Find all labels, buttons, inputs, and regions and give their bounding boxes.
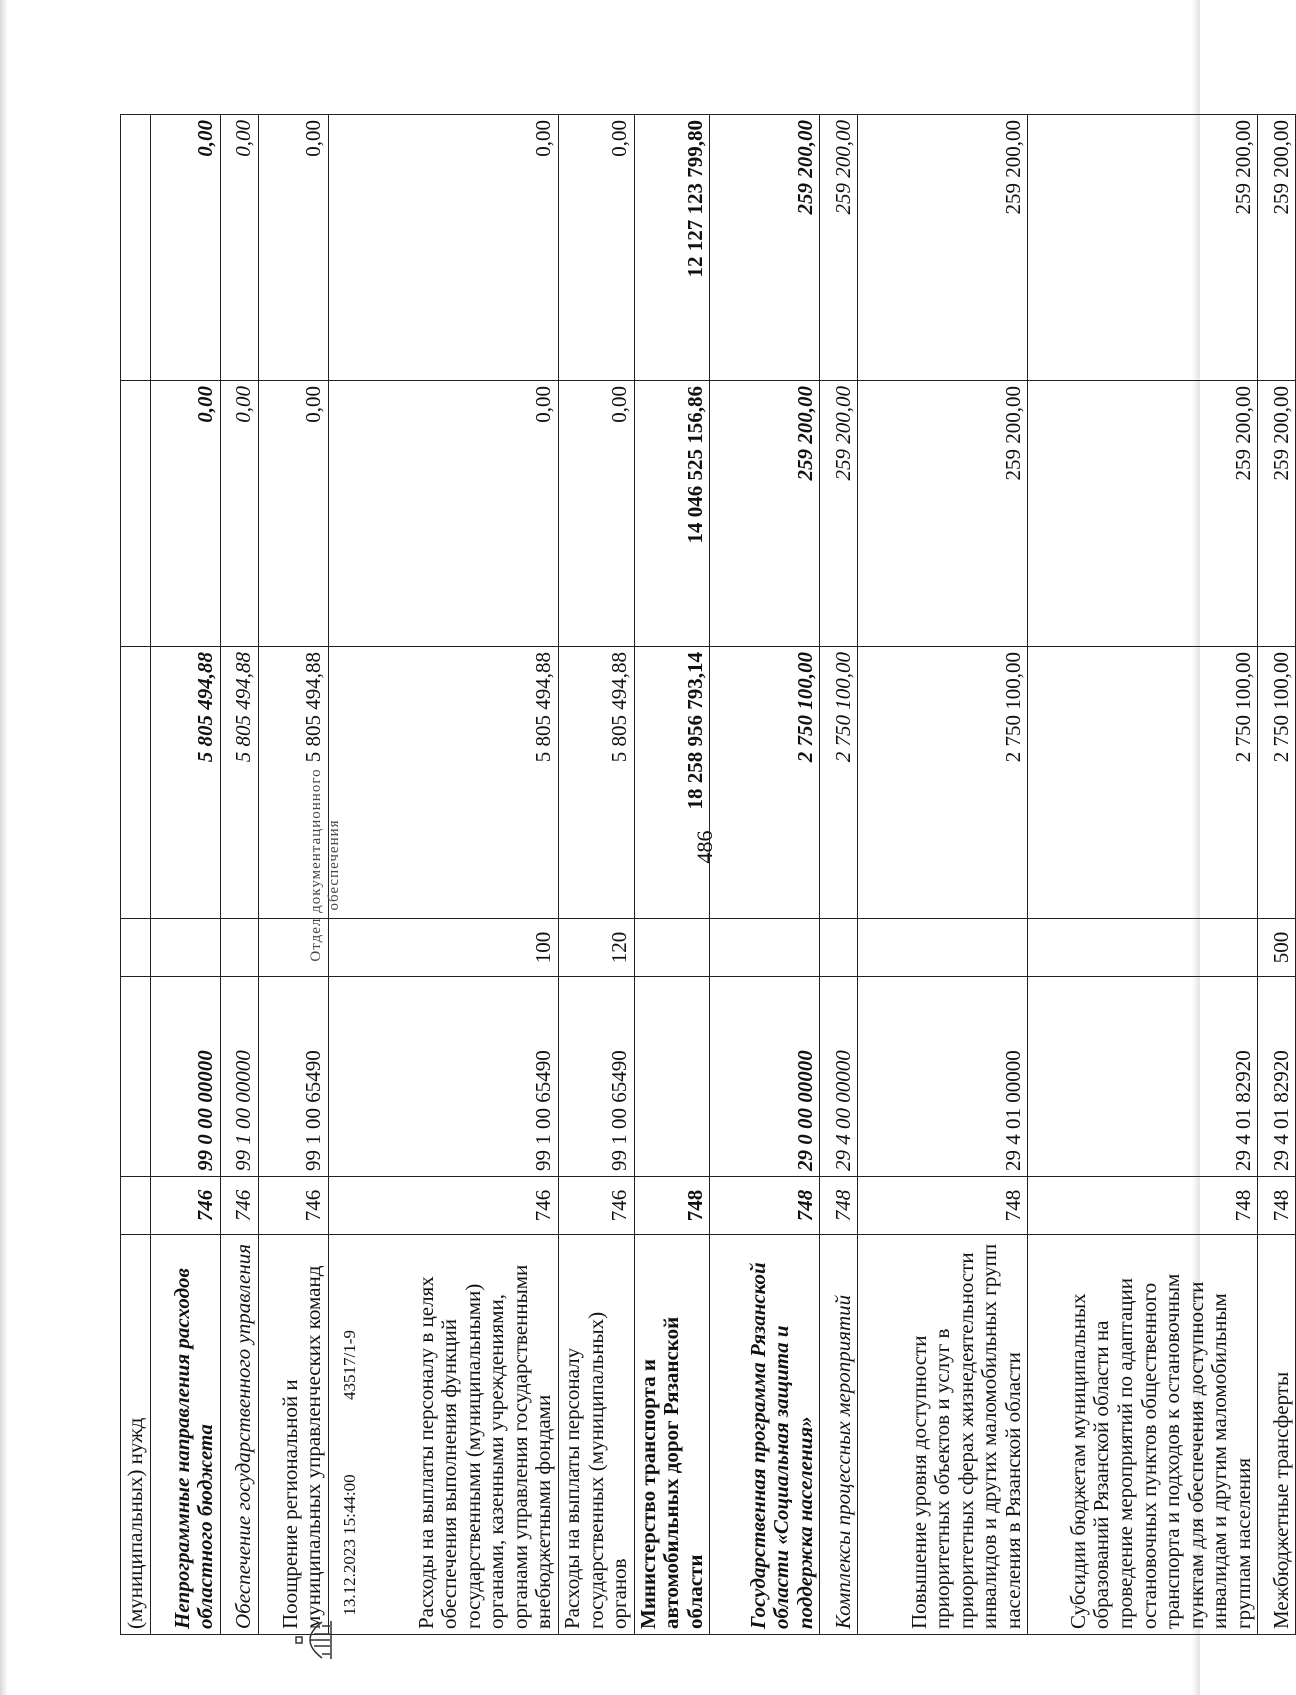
row-target-article-cell: 99 1 00 65490 <box>259 977 329 1177</box>
row-amount-2023-cell: 5 805 494,88 <box>329 647 559 919</box>
printer-logo-icon <box>292 1618 336 1662</box>
row-amount-2024-cell: 259 200,00 <box>1028 381 1258 647</box>
row-name-cell: Расходы на выплаты персоналу в целях обеспечения выполнения функций государственными (муниципальными) органами, казенными учреждениями, органами управления государственными внебюджетными фондами <box>329 1235 559 1635</box>
table-row <box>151 115 221 1635</box>
row-amount-2023-cell: 5 805 494,88 <box>221 647 259 919</box>
row-amount-2024-cell: 259 200,00 <box>858 381 1028 647</box>
row-name-cell: (муниципальных) нужд <box>121 1235 151 1635</box>
table-row <box>329 115 559 1635</box>
row-name-cell: Министерство транспорта и автомобильных дорог Рязанской области <box>634 1235 710 1635</box>
table-row <box>710 115 820 1635</box>
row-name-cell: Комплексы процессных мероприятий <box>820 1235 858 1635</box>
row-department-code-cell: 748 <box>1258 1177 1296 1235</box>
row-expense-type-cell: 120 <box>559 919 635 977</box>
row-target-article-cell: 29 4 00 00000 <box>820 977 858 1177</box>
row-name-cell: Поощрение региональной и муниципальных управленческих команд <box>259 1235 329 1635</box>
department-stamp <box>307 768 343 961</box>
table-row <box>1028 115 1258 1635</box>
scan-edge-left <box>0 0 8 1695</box>
row-amount-2023-cell: 5 805 494,88 <box>151 647 221 919</box>
row-department-code-cell: 748 <box>1028 1177 1258 1235</box>
row-target-article-cell: 29 0 00 00000 <box>710 977 820 1177</box>
row-expense-type-cell <box>858 919 1028 977</box>
row-amount-2023-cell: 18 258 956 793,14 <box>634 647 710 919</box>
budget-table-body <box>121 115 1296 1635</box>
row-amount-2024-cell: 259 200,00 <box>820 381 858 647</box>
row-department-code-cell: 746 <box>329 1177 559 1235</box>
row-department-code-cell: 746 <box>259 1177 329 1235</box>
row-amount-2023-cell: 2 750 100,00 <box>1258 647 1296 919</box>
table-row <box>121 115 151 1635</box>
table-row <box>221 115 259 1635</box>
row-amount-2025-cell: 259 200,00 <box>858 115 1028 381</box>
row-department-code-cell <box>121 1177 151 1235</box>
footer-date: 13.12.2023 15:44:00 <box>340 1474 359 1616</box>
row-amount-2025-cell: 259 200,00 <box>820 115 858 381</box>
row-name-cell: Расходы на выплаты персоналу государственных (муниципальных) органов <box>559 1235 635 1635</box>
stamp-line-1: Отдел документационного <box>308 768 324 962</box>
row-name-cell: Государственная программа Рязанской области «Социальная защита и поддержка населения» <box>710 1235 820 1635</box>
row-amount-2024-cell: 0,00 <box>151 381 221 647</box>
row-amount-2023-cell: 5 805 494,88 <box>259 647 329 919</box>
row-department-code-cell: 748 <box>858 1177 1028 1235</box>
row-amount-2024-cell: 14 046 525 156,86 <box>634 381 710 647</box>
table-row <box>634 115 710 1635</box>
row-name-cell: Повышение уровня доступности приоритетных объектов и услуг в приоритетных сферах жизнедеятельности инвалидов и других маломобильных групп населения в Рязанской области <box>858 1235 1028 1635</box>
table-row <box>1258 115 1296 1635</box>
row-department-code-cell: 746 <box>151 1177 221 1235</box>
row-target-article-cell: 99 1 00 00000 <box>221 977 259 1177</box>
stamp-line-2: обеспечения <box>326 819 342 911</box>
row-target-article-cell: 29 4 01 82920 <box>1028 977 1258 1177</box>
row-target-article-cell: 99 0 00 00000 <box>151 977 221 1177</box>
row-amount-2025-cell: 0,00 <box>559 115 635 381</box>
row-target-article-cell: 29 4 01 00000 <box>858 977 1028 1177</box>
row-amount-2024-cell <box>121 381 151 647</box>
row-amount-2024-cell: 259 200,00 <box>710 381 820 647</box>
row-target-article-cell: 99 1 00 65490 <box>329 977 559 1177</box>
row-department-code-cell: 748 <box>820 1177 858 1235</box>
row-department-code-cell: 748 <box>634 1177 710 1235</box>
row-department-code-cell: 746 <box>559 1177 635 1235</box>
row-amount-2024-cell: 259 200,00 <box>1258 381 1296 647</box>
row-department-code-cell: 748 <box>710 1177 820 1235</box>
row-amount-2024-cell: 0,00 <box>221 381 259 647</box>
row-name-cell: Обеспечение государственного управления <box>221 1235 259 1635</box>
row-target-article-cell: 29 4 01 82920 <box>1258 977 1296 1177</box>
row-amount-2025-cell: 0,00 <box>151 115 221 381</box>
budget-table <box>120 114 1296 1635</box>
row-expense-type-cell: 500 <box>1258 919 1296 977</box>
row-amount-2023-cell: 2 750 100,00 <box>858 647 1028 919</box>
table-row <box>559 115 635 1635</box>
row-amount-2023-cell: 5 805 494,88 <box>559 647 635 919</box>
footer-document-number: 43517/1-9 <box>340 1330 359 1400</box>
row-amount-2024-cell: 0,00 <box>559 381 635 647</box>
row-amount-2023-cell: 2 750 100,00 <box>820 647 858 919</box>
budget-table-container <box>120 115 1293 1635</box>
row-target-article-cell: 99 1 00 65490 <box>559 977 635 1177</box>
row-amount-2025-cell: 259 200,00 <box>1028 115 1258 381</box>
row-expense-type-cell: 100 <box>329 919 559 977</box>
row-amount-2025-cell <box>121 115 151 381</box>
row-name-cell: Непрограммные направления расходов областного бюджета <box>151 1235 221 1635</box>
row-amount-2024-cell: 0,00 <box>329 381 559 647</box>
row-amount-2025-cell: 0,00 <box>221 115 259 381</box>
row-name-cell: Субсидии бюджетам муниципальных образований Рязанской области на проведение мероприятий по адаптации остановочных пунктов общественного транспорта и подходов к остановочным пунктам для обеспечения доступности инвалидам и другим маломобильным группам населения <box>1028 1235 1258 1635</box>
row-amount-2025-cell: 0,00 <box>329 115 559 381</box>
row-target-article-cell <box>121 977 151 1177</box>
row-expense-type-cell <box>634 919 710 977</box>
row-expense-type-cell <box>820 919 858 977</box>
row-amount-2023-cell <box>121 647 151 919</box>
row-amount-2024-cell: 0,00 <box>259 381 329 647</box>
row-expense-type-cell <box>1028 919 1258 977</box>
row-expense-type-cell <box>221 919 259 977</box>
row-department-code-cell: 746 <box>221 1177 259 1235</box>
row-name-cell: Межбюджетные трансферты <box>1258 1235 1296 1635</box>
row-amount-2025-cell: 259 200,00 <box>1258 115 1296 381</box>
row-expense-type-cell <box>710 919 820 977</box>
row-expense-type-cell <box>151 919 221 977</box>
table-row <box>820 115 858 1635</box>
row-amount-2023-cell: 2 750 100,00 <box>710 647 820 919</box>
row-amount-2025-cell: 12 127 123 799,80 <box>634 115 710 381</box>
row-amount-2025-cell: 259 200,00 <box>710 115 820 381</box>
row-amount-2023-cell: 2 750 100,00 <box>1028 647 1258 919</box>
row-target-article-cell <box>634 977 710 1177</box>
page-number: 486 <box>692 830 717 864</box>
row-expense-type-cell <box>121 919 151 977</box>
row-amount-2025-cell: 0,00 <box>259 115 329 381</box>
table-row <box>858 115 1028 1635</box>
